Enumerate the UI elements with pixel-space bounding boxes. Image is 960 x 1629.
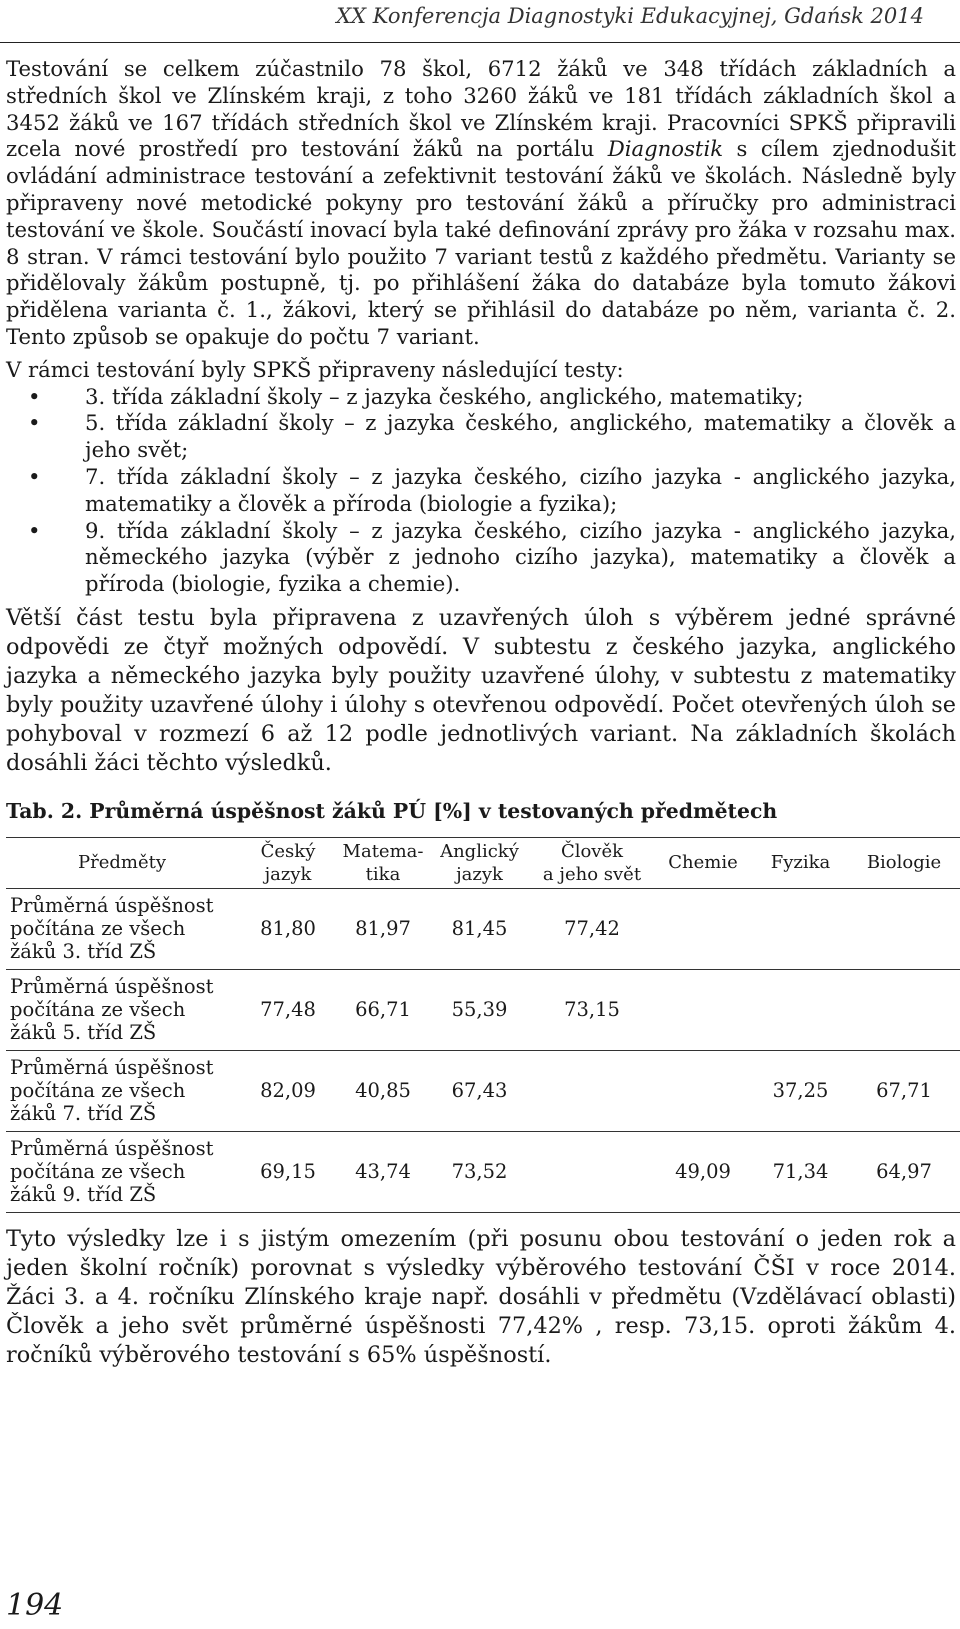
list-item xyxy=(6,410,956,464)
cell-czech: 77,48 xyxy=(238,969,338,1050)
main-content xyxy=(6,56,956,1370)
cell-math: 81,97 xyxy=(338,888,428,969)
cell-english: 67,43 xyxy=(428,1050,531,1131)
header-line: tika xyxy=(365,863,401,885)
header-line: jazyk xyxy=(456,863,503,885)
cell-physics xyxy=(753,969,848,1050)
row-label-line: počítána ze všech xyxy=(10,917,186,941)
cell-czech: 82,09 xyxy=(238,1050,338,1131)
paragraph-text: Testování se celkem zúčastnilo 78 škol, 6712 žáků ve 348 třídách základních a středních škol ve Zlínském kraji, z toho 3260 žáků ve 181 třídách základních škol a 3452 žáků ve 167 třídách středních škol ve Zlínském kraji. Pracovníci SPKŠ připravili zcela nové prostředí pro testování žáků na portálu xyxy=(6,56,956,162)
cell-math: 40,85 xyxy=(338,1050,428,1131)
row-label-line: Průměrná úspěšnost xyxy=(10,1056,214,1080)
paragraph-test-structure: Větší část testu byla připravena z uzavřených úloh s výběrem jedné správné odpovědi ze čtyř možných odpovědí. V subtestu z českého jazyka, anglického jazyka a německého jazyka byly použity uzavřené úlohy, v subtestu z matematiky byly použity uzavřené úlohy i úlohy s otevřenou odpovědí. Počet otevřených úloh se pohyboval v rozmezí 6 až 12 podle jednotlivých variant. Na základních školách dosáhli žáci těchto výsledků. xyxy=(6,604,956,776)
row-label-line: žáků 5. tříd ZŠ xyxy=(10,1021,157,1045)
cell-chemistry xyxy=(653,969,753,1050)
cell-czech: 69,15 xyxy=(238,1131,338,1212)
row-label-line: počítána ze všech xyxy=(10,1079,186,1103)
list-item-text: 9. třída základní školy – z jazyka českého, cizího jazyka - anglického jazyka, německého jazyka (výběr z jednoho cizího jazyka), matematiky a člověk a příroda (biologie, fyzika a chemie). xyxy=(85,517,956,597)
header-line: jazyk xyxy=(264,863,312,885)
paragraph-text: s cílem zjednodušit ovládání administrace testování a zefektivnit testování žáků ve školách. Následně byly připraveny nové metodické pokyny pro testování žáků a příručky pro administraci testování ve škole. Součástí inovací byla také definování zprávy pro žáka v rozsahu max. 8 stran. V rámci testování bylo použito 7 variant testů z každého předmětu. Varianty se přidělovaly žákům postupně, tj. po přihlášení žáka do databáze byla tomuto žákovi přidělena varianta č. 1., žákovi, který se přihlásil do databáze po něm, varianta č. 2. Tento způsob se opakuje do počtu 7 variant. xyxy=(6,136,957,349)
table-header-row xyxy=(6,837,960,888)
table-row xyxy=(6,888,960,969)
cell-english: 81,45 xyxy=(428,888,531,969)
bullet-icon: • xyxy=(28,517,41,543)
row-label-line: žáků 9. tříd ZŠ xyxy=(10,1183,157,1207)
running-header: XX Konferencja Diagnostyki Edukacyjnej, Gdańsk 2014 xyxy=(336,4,924,28)
row-label-line: žáků 7. tříd ZŠ xyxy=(10,1102,157,1126)
cell-english: 55,39 xyxy=(428,969,531,1050)
tests-intro: V rámci testování byly SPKŠ připraveny následující testy: xyxy=(6,356,624,382)
header-line: Anglický xyxy=(440,840,519,862)
cell-physics: 37,25 xyxy=(753,1050,848,1131)
header-line: a jeho svět xyxy=(542,863,642,885)
cell-math: 43,74 xyxy=(338,1131,428,1212)
header-biology: Biologie xyxy=(848,837,960,888)
cell-human: 77,42 xyxy=(531,888,653,969)
cell-czech: 81,80 xyxy=(238,888,338,969)
row-label xyxy=(6,888,238,969)
paragraph-comparison: Tyto výsledky lze i s jistým omezením (při posunu obou testování o jeden rok a jeden školní ročník) porovnat s výsledky výběrového testování ČŠI v roce 2014. Žáci 3. a 4. ročníku Zlínského kraje např. dosáhli v předmětu (Vzdělávací oblasti) Člověk a jeho svět průměrné úspěšnosti 77,42% , resp. 73,15. oproti žákům 4. ročníků výběrového testování s 65% úspěšností. xyxy=(6,1225,956,1368)
cell-chemistry xyxy=(653,1050,753,1131)
bullet-icon: • xyxy=(28,463,41,489)
row-label xyxy=(6,1131,238,1212)
cell-human xyxy=(531,1050,653,1131)
cell-chemistry: 49,09 xyxy=(653,1131,753,1212)
row-label-line: Průměrná úspěšnost xyxy=(10,975,214,999)
list-item xyxy=(6,518,956,598)
list-item xyxy=(6,384,956,411)
cell-human: 73,15 xyxy=(531,969,653,1050)
header-math xyxy=(338,837,428,888)
header-rule xyxy=(0,42,960,43)
header-czech xyxy=(238,837,338,888)
header-line: Český xyxy=(260,840,316,862)
header-human xyxy=(531,837,653,888)
tests-list xyxy=(6,384,956,598)
paragraph-testing-overview xyxy=(6,56,956,351)
cell-chemistry xyxy=(653,888,753,969)
list-item-text: 3. třída základní školy – z jazyka českého, anglického, matematiky; xyxy=(85,383,804,409)
cell-biology xyxy=(848,888,960,969)
table-row xyxy=(6,1050,960,1131)
row-label-line: počítána ze všech xyxy=(10,998,186,1022)
bullet-icon: • xyxy=(28,410,41,436)
cell-english: 73,52 xyxy=(428,1131,531,1212)
row-label xyxy=(6,1050,238,1131)
cell-biology: 67,71 xyxy=(848,1050,960,1131)
portal-name: Diagnostik xyxy=(607,136,724,162)
cell-human xyxy=(531,1131,653,1212)
header-line: Matema- xyxy=(342,840,424,862)
cell-biology: 64,97 xyxy=(848,1131,960,1212)
results-table xyxy=(6,837,960,1213)
header-english xyxy=(428,837,531,888)
row-label-line: počítána ze všech xyxy=(10,1160,186,1184)
bullet-icon: • xyxy=(28,383,41,409)
table-row xyxy=(6,1131,960,1212)
row-label-line: žáků 3. tříd ZŠ xyxy=(10,940,157,964)
table-caption: Tab. 2. Průměrná úspěšnost žáků PÚ [%] v testovaných předmětech xyxy=(6,798,778,823)
page-number: 194 xyxy=(6,1588,64,1623)
cell-physics: 71,34 xyxy=(753,1131,848,1212)
cell-math: 66,71 xyxy=(338,969,428,1050)
table-row xyxy=(6,969,960,1050)
header-line: Člověk xyxy=(560,840,624,862)
row-label-line: Průměrná úspěšnost xyxy=(10,894,214,918)
cell-biology xyxy=(848,969,960,1050)
list-item-text: 7. třída základní školy – z jazyka českého, cizího jazyka - anglického jazyka, matematiky a člověk a příroda (biologie a fyzika); xyxy=(85,463,956,516)
list-item-text: 5. třída základní školy – z jazyka českého, anglického, matematiky a člověk a jeho svět; xyxy=(85,410,956,463)
cell-physics xyxy=(753,888,848,969)
header-subjects: Předměty xyxy=(6,837,238,888)
list-item xyxy=(6,464,956,518)
row-label xyxy=(6,969,238,1050)
header-chemistry: Chemie xyxy=(653,837,753,888)
row-label-line: Průměrná úspěšnost xyxy=(10,1137,214,1161)
header-physics: Fyzika xyxy=(753,837,848,888)
